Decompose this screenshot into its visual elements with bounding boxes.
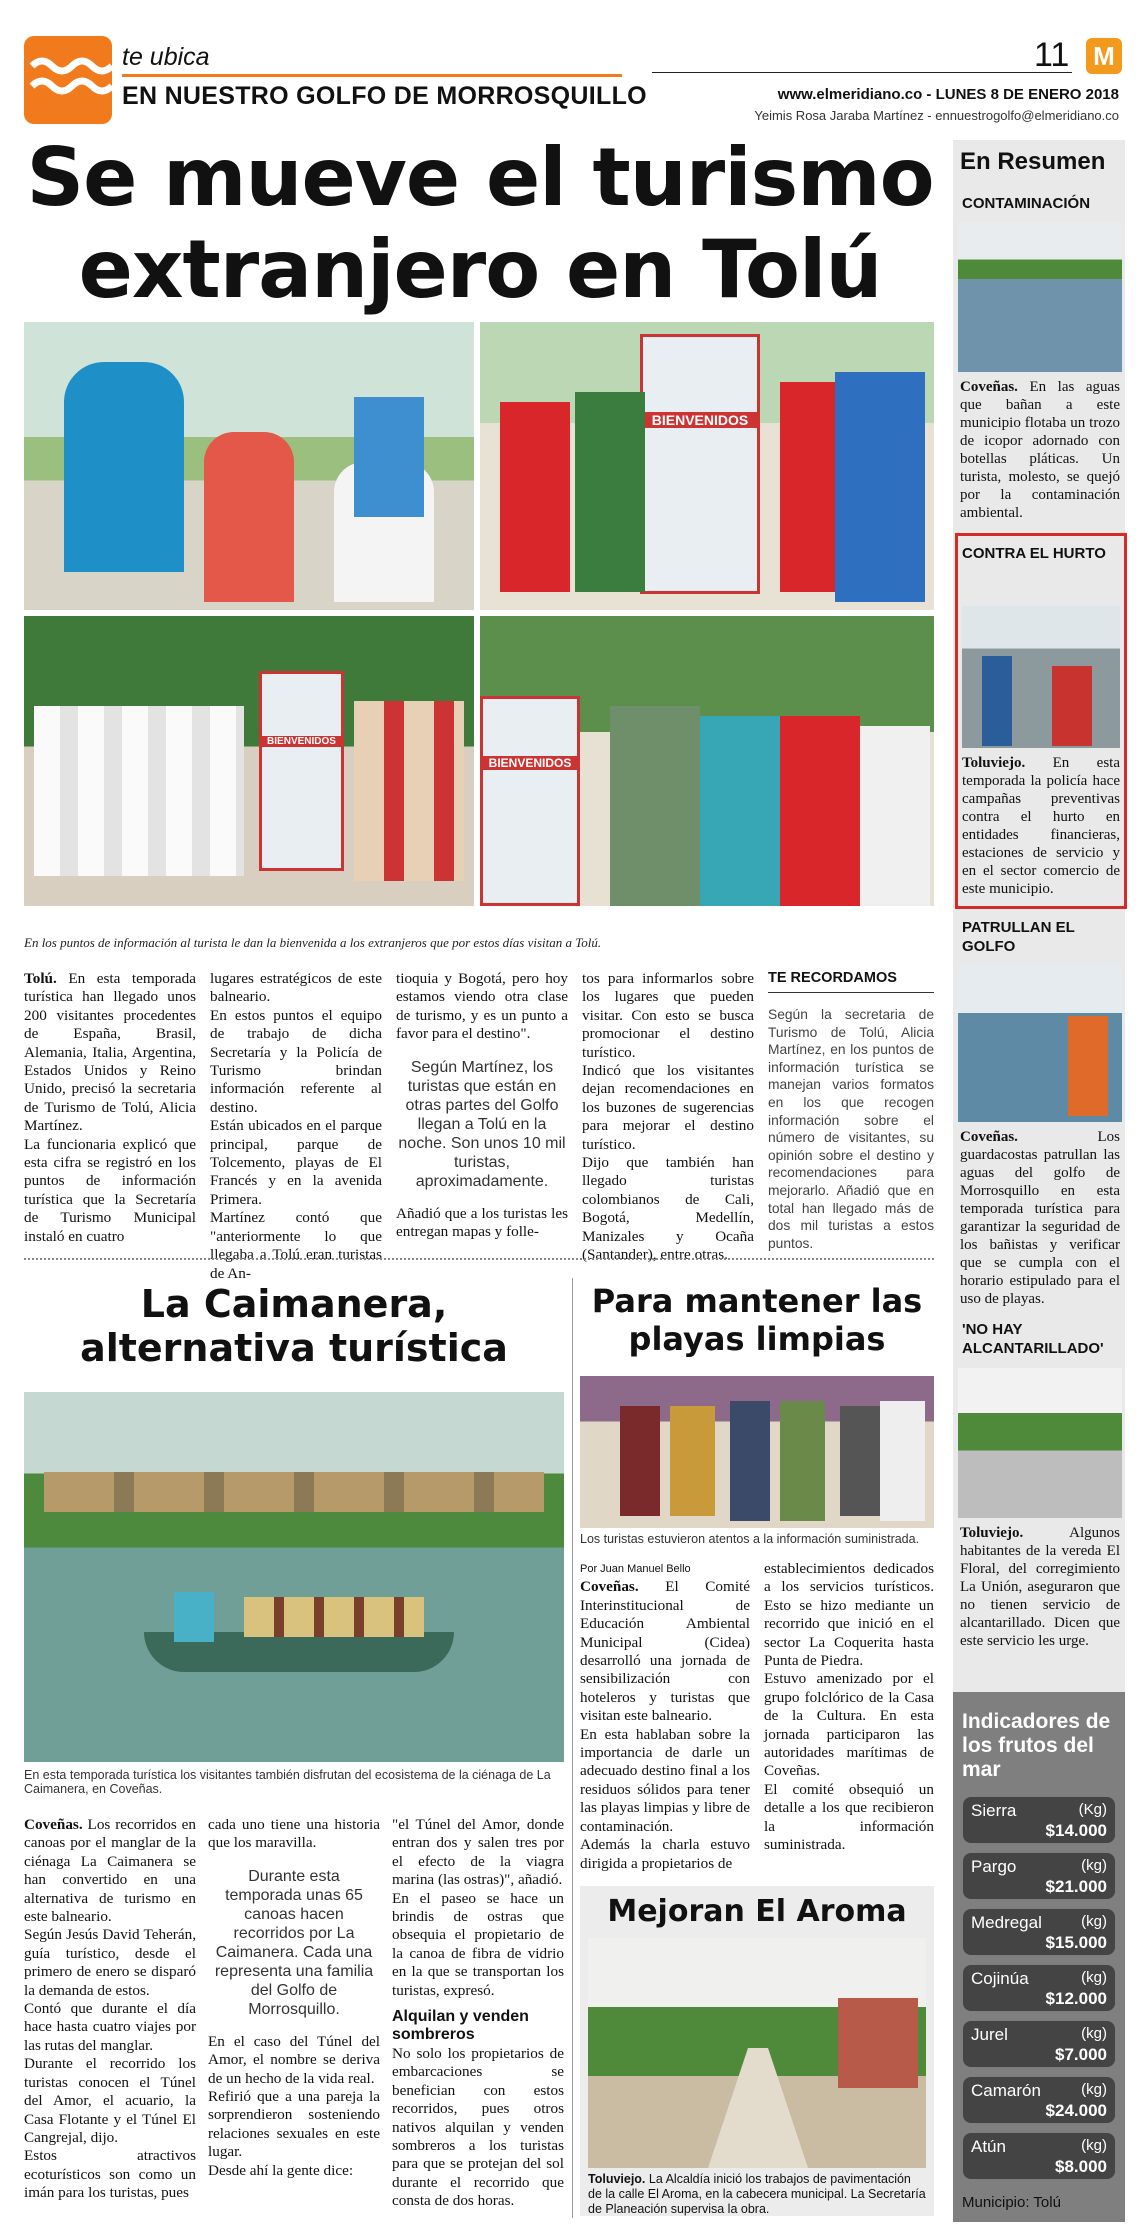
section-label: te ubica: [122, 43, 210, 71]
section-divider: [24, 1258, 934, 1260]
price-item: [963, 1909, 1115, 1955]
price-value: $15.000: [1045, 1933, 1107, 1952]
price-item: [963, 1853, 1115, 1899]
price-value: $12.000: [1045, 1989, 1107, 2008]
caimanera-caption: En esta temporada turística los visitantes también disfrutan del ecosistema de la ciénaga de La Caimanera, en Coveñas.: [24, 1768, 551, 1796]
article-col-2: lugares estratégicos de este balneario. En estos puntos el equipo de trabajo de dicha Secretaría y la Policía de Turismo brindan información referente al destino. Están ubicados en el parque principal, parque de Tolcemento, playas de El Francés y en la avenida Primera. Martínez contó que "anteriormente lo que llegaba a Tolú eran turistas de An-: [210, 970, 382, 1282]
price-value: $21.000: [1045, 1877, 1107, 1896]
photo-beach-group: [580, 1376, 934, 1528]
newspaper-logo: M: [1086, 38, 1122, 74]
recordamos-rule: [768, 992, 934, 993]
price-unit: (kg): [1081, 2081, 1107, 2098]
price-item: [963, 1965, 1115, 2011]
price-value: $24.000: [1045, 2101, 1107, 2120]
sidebar-item-text: Toluviejo. En esta temporada la policía hace campañas preventivas contra el hurto en entidades financieras, estaciones de servicio y en el sector comercio de este municipio.: [962, 755, 1121, 897]
price-unit: (kg): [1081, 2137, 1107, 2154]
indicators-title: Indicadores de los frutos del mar: [962, 1710, 1111, 1781]
photo-group-banner: BIENVENIDOS: [24, 616, 474, 906]
playas-title: Para mantener las playas limpias: [591, 1282, 923, 1358]
article-col-1: Tolú. En esta temporada turística han llegado unos 200 visitantes procedentes de España, Brasil, Alemania, Italia, Argentina, Estados Unidos y Reino Unido, precisó la secretaria de Turismo de Tolú, Alicia Martínez. La funcionaria explicó que esta cifra se registró en los puntos de información turística que la Secretaría de Turismo Municipal instaló en cuatro: [24, 970, 197, 1245]
column-rule: [572, 1278, 573, 2218]
price-unit: (kg): [1081, 2025, 1107, 2042]
price-unit: (Kg): [1078, 1801, 1107, 1818]
price-unit: (kg): [1081, 1857, 1107, 1874]
article-col-4: tos para informarlos sobre los lugares que pueden visitar. Con esto se busca promocionar el destino turístico. Indicó que los visitantes dejan recomendaciones en los buzones de sugerencias para mejorar el destino turístico. Dijo que también han llegado turistas colombianos de Cali, Bogotá, Medellín, Manizales y Ocaña (Santander), entre otras.: [582, 970, 754, 1264]
price-item: [963, 1797, 1115, 1843]
photo-village-road: [958, 1368, 1122, 1518]
price-unit: (kg): [1081, 1913, 1107, 1930]
sidebar-item-head: PATRULLAN EL GOLFO: [962, 919, 1075, 955]
price-name: Cojinúa: [971, 1969, 1029, 1988]
recordamos-title: TE RECORDAMOS: [768, 970, 897, 986]
price-name: Atún: [971, 2137, 1006, 2156]
photo-tourists-desk: [24, 322, 474, 610]
indicators-footer: Municipio: Tolú: [962, 2194, 1061, 2211]
section-rule: [122, 74, 622, 77]
playas-caption: Los turistas estuvieron atentos a la información suministrada.: [580, 1532, 920, 1546]
caimanera-col-1: Coveñas. Los recorridos en canoas por el manglar de la ciénaga La Caimanera se han convertido en una alternativa de turismo en este balneario. Según Jesús David Teherán, guía turístico, desde el primero de enero se disparó la demanda de estos. Contó que durante el día hace hasta cuatro viajes por las rutas del manglar. Durante el recorrido los turistas conocen el Túnel del Amor, el acuario, la Casa Flotante y el Túnel El Cangrejal, dijo. Estos atractivos ecoturísticos son como un imán para los turistas, pues: [24, 1816, 196, 2202]
photo-canoe: [24, 1392, 564, 1762]
price-name: Sierra: [971, 1801, 1017, 1820]
photo-welcome-stand: BIENVENIDOS: [480, 322, 934, 610]
price-item: [963, 2021, 1115, 2067]
price-name: Jurel: [971, 2025, 1008, 2044]
playas-col-2: establecimientos dedicados a los servicios turísticos. Esto se hizo mediante un recorrido que inició en el sector La Coquerita hasta Punta de Piedra. Estuvo amenizado por el grupo folclórico de la Casa de la Cultura. En esta jornada participaron las autoridades marítimas de Coveñas. El comité obsequió un detalle a los que recibieron la información suministrada.: [764, 1560, 934, 1854]
aroma-title: Mejoran El Aroma: [607, 1894, 907, 1929]
sidebar-item-text: Coveñas. En las aguas que bañan a este municipio flotaba un trozo de icopor adornado con botellas pláticas. Un turista, molesto, se quejó por la contaminación ambiental.: [960, 379, 1120, 521]
photo-coastguard: [958, 966, 1122, 1122]
photo-police: [962, 606, 1120, 748]
price-name: Medregal: [971, 1913, 1042, 1932]
sidebar-item-text: Coveñas. Los guardacostas patrullan las aguas del golfo de Morrosquillo en esta temporada turística para garantizar la seguridad de los bañistas y verificar que se cumpla con el horario estipulado para el uso de playas.: [960, 1129, 1120, 1307]
playas-col-1: Por Juan Manuel Bello Coveñas. El Comité Interinstitucional de Educación Ambiental Municipal (Cidea) desarrolló una jornada de sensibilización con hoteleros y turistas que visitan este balneario. En esta hablaban sobre la importancia de darle un adecuado destino final a los residuos sólidos para tener las playas limpias y libre de contaminación. Además la charla estuvo dirigida a propietarios de: [580, 1563, 750, 1872]
aroma-caption: Toluviejo. La Alcaldía inició los trabajos de pavimentación de la calle El Aroma, en la cabecera municipal. La Secretaría de Planeación supervisa la obra.: [588, 2172, 926, 2216]
section-logo: [24, 36, 112, 124]
sidebar-item-head: CONTRA EL HURTO: [962, 545, 1106, 562]
photo-group-couple: BIENVENIDOS: [480, 616, 934, 906]
price-unit: (kg): [1081, 1969, 1107, 1986]
photo-caption: En los puntos de información al turista le dan la bienvenida a los extranjeros que por estos días visitan a Tolú.: [24, 935, 602, 950]
page-number: 11: [1034, 36, 1070, 74]
section-title: EN NUESTRO GOLFO DE MORROSQUILLO: [122, 82, 647, 110]
price-name: Camarón: [971, 2081, 1041, 2100]
caimanera-title: La Caimanera, alternativa turística: [80, 1282, 508, 1370]
sidebar-title: En Resumen: [960, 148, 1106, 175]
header-rule: [652, 72, 1072, 73]
sidebar-item-head: 'NO HAY ALCANTARILLADO': [962, 1321, 1104, 1357]
sidebar-item-head: CONTAMINACIÓN: [962, 195, 1091, 212]
photo-street-works: [588, 1938, 926, 2168]
waves-icon: [24, 36, 112, 124]
author-line: Yeimis Rosa Jaraba Martínez - ennuestrogolfo@elmeridiano.co: [754, 108, 1119, 123]
caimanera-col-3: "el Túnel del Amor, donde entran dos y salen tres por el efecto de la viagra marina (las ostras)", añadió. En el paseo se hace un brindis de ostras que obsequia el propietario de la canoa de fibra de vidrio en la que se transportan los turistas, expresó. Alquilan y venden sombreros No solo los propietarios de embarcaciones se benefician con estos recorridos, pues otros nativos alquilan y venden sombreros a los turistas para que se protejan del sol durante el recorrido que consta de dos horas.: [392, 1816, 564, 2210]
photo-contamination: [958, 222, 1122, 372]
page-title: Se mueve el turismo extranjero en Tolú: [26, 131, 934, 316]
price-value: $7.000: [1055, 2045, 1107, 2064]
recordamos-text: Según la secretaria de Turismo de Tolú, Alicia Martínez, en los puntos de información turística se manejan varios formatos en los que recogen información sobre el número de visitantes, su opinión sobre el destino y recomendaciones para mejorarlo. Añadió que en total han llegado más de dos mil turistas a estos puntos.: [768, 1007, 934, 1251]
price-item: [963, 2133, 1115, 2179]
site-date[interactable]: www.elmeridiano.co - LUNES 8 DE ENERO 2018: [777, 86, 1119, 103]
price-item: [963, 2077, 1115, 2123]
price-value: $14.000: [1045, 1821, 1107, 1840]
article-col-3: tioquia y Bogotá, pero hoy estamos viendo otra clase de turismo, y es un punto a favor para el destino". Según Martínez, los turistas que están en otras partes del Golfo llegan a Tolú en la noche. Son unos 10 mil turistas, aproximadamente. Añadió que a los turistas les entregan mapas y folle-: [396, 970, 568, 1241]
caimanera-col-2: cada uno tiene una historia que los maravilla. Durante esta temporada unas 65 canoas hacen recorridos por La Caimanera. Cada una representa una familia del Golfo de Morrosquillo. En el caso del Túnel del Amor, el nombre se deriva de un hecho de la vida real. Refirió que a una pareja la sorprendieron sosteniendo relaciones sexuales en este lugar. Desde ahí la gente dice:: [208, 1816, 380, 2179]
price-name: Pargo: [971, 1857, 1017, 1876]
price-value: $8.000: [1055, 2157, 1107, 2176]
sidebar-item-text: Toluviejo. Algunos habitantes de la vereda El Floral, del corregimiento La Unión, aseguraron que no tienen servicio de alcantarillado. Dicen que este servicio les urge.: [960, 1525, 1120, 1649]
